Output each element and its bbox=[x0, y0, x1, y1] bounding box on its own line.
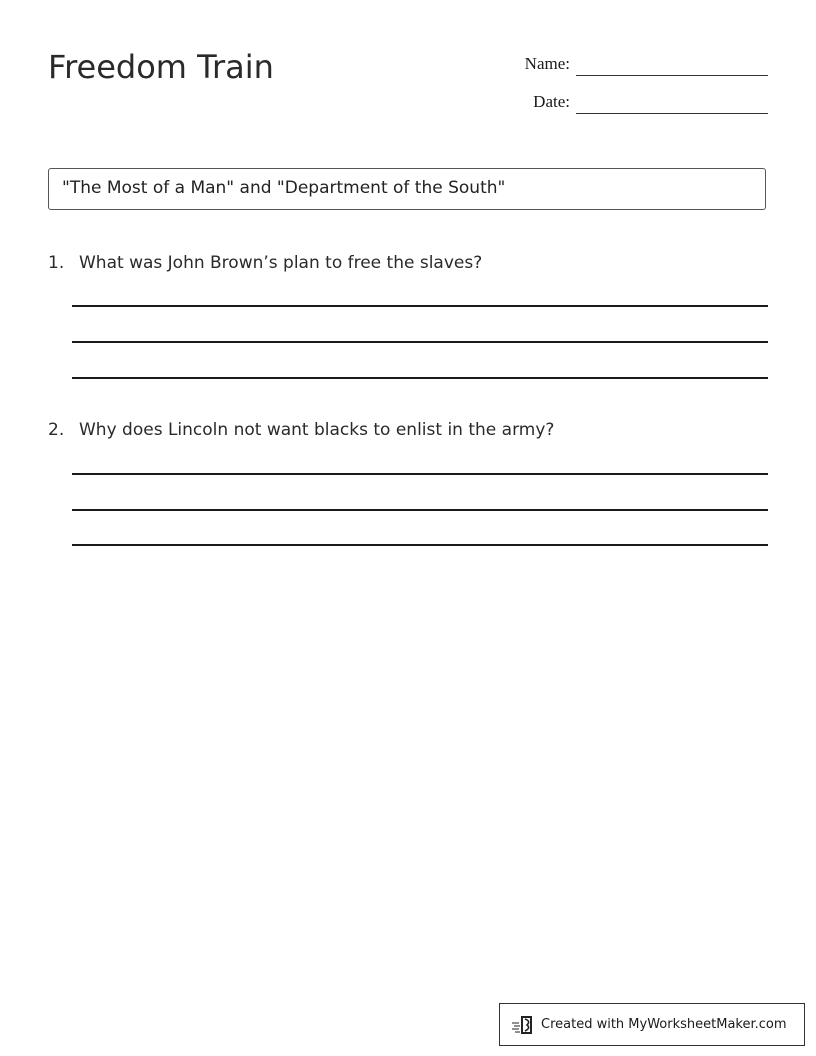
question-1-answer-line-2[interactable] bbox=[72, 341, 768, 343]
section-heading-box bbox=[48, 168, 766, 210]
question-2-text: Why does Lincoln not want blacks to enlist in the army? bbox=[79, 420, 555, 440]
question-2-number: 2. bbox=[48, 420, 65, 440]
question-1-number: 1. bbox=[48, 253, 65, 273]
worksheet-maker-logo-icon bbox=[512, 1014, 536, 1036]
question-2-answer-line-2[interactable] bbox=[72, 509, 768, 511]
question-1-answer-line-1[interactable] bbox=[72, 305, 768, 307]
name-label: Name: bbox=[524, 54, 570, 73]
question-2-answer-line-1[interactable] bbox=[72, 473, 768, 475]
worksheet-title: Freedom Train bbox=[48, 48, 274, 86]
question-2-answer-line-3[interactable] bbox=[72, 544, 768, 546]
footer-badge[interactable] bbox=[499, 1003, 805, 1046]
footer-text: Created with MyWorksheetMaker.com bbox=[541, 1017, 787, 1032]
date-field bbox=[500, 86, 768, 116]
name-field bbox=[500, 48, 768, 78]
name-line[interactable] bbox=[576, 75, 768, 76]
section-heading: "The Most of a Man" and "Department of the South" bbox=[62, 178, 506, 198]
date-line[interactable] bbox=[576, 113, 768, 114]
question-1-text: What was John Brown’s plan to free the slaves? bbox=[79, 253, 483, 273]
question-1-answer-line-3[interactable] bbox=[72, 377, 768, 379]
date-label: Date: bbox=[533, 92, 570, 111]
